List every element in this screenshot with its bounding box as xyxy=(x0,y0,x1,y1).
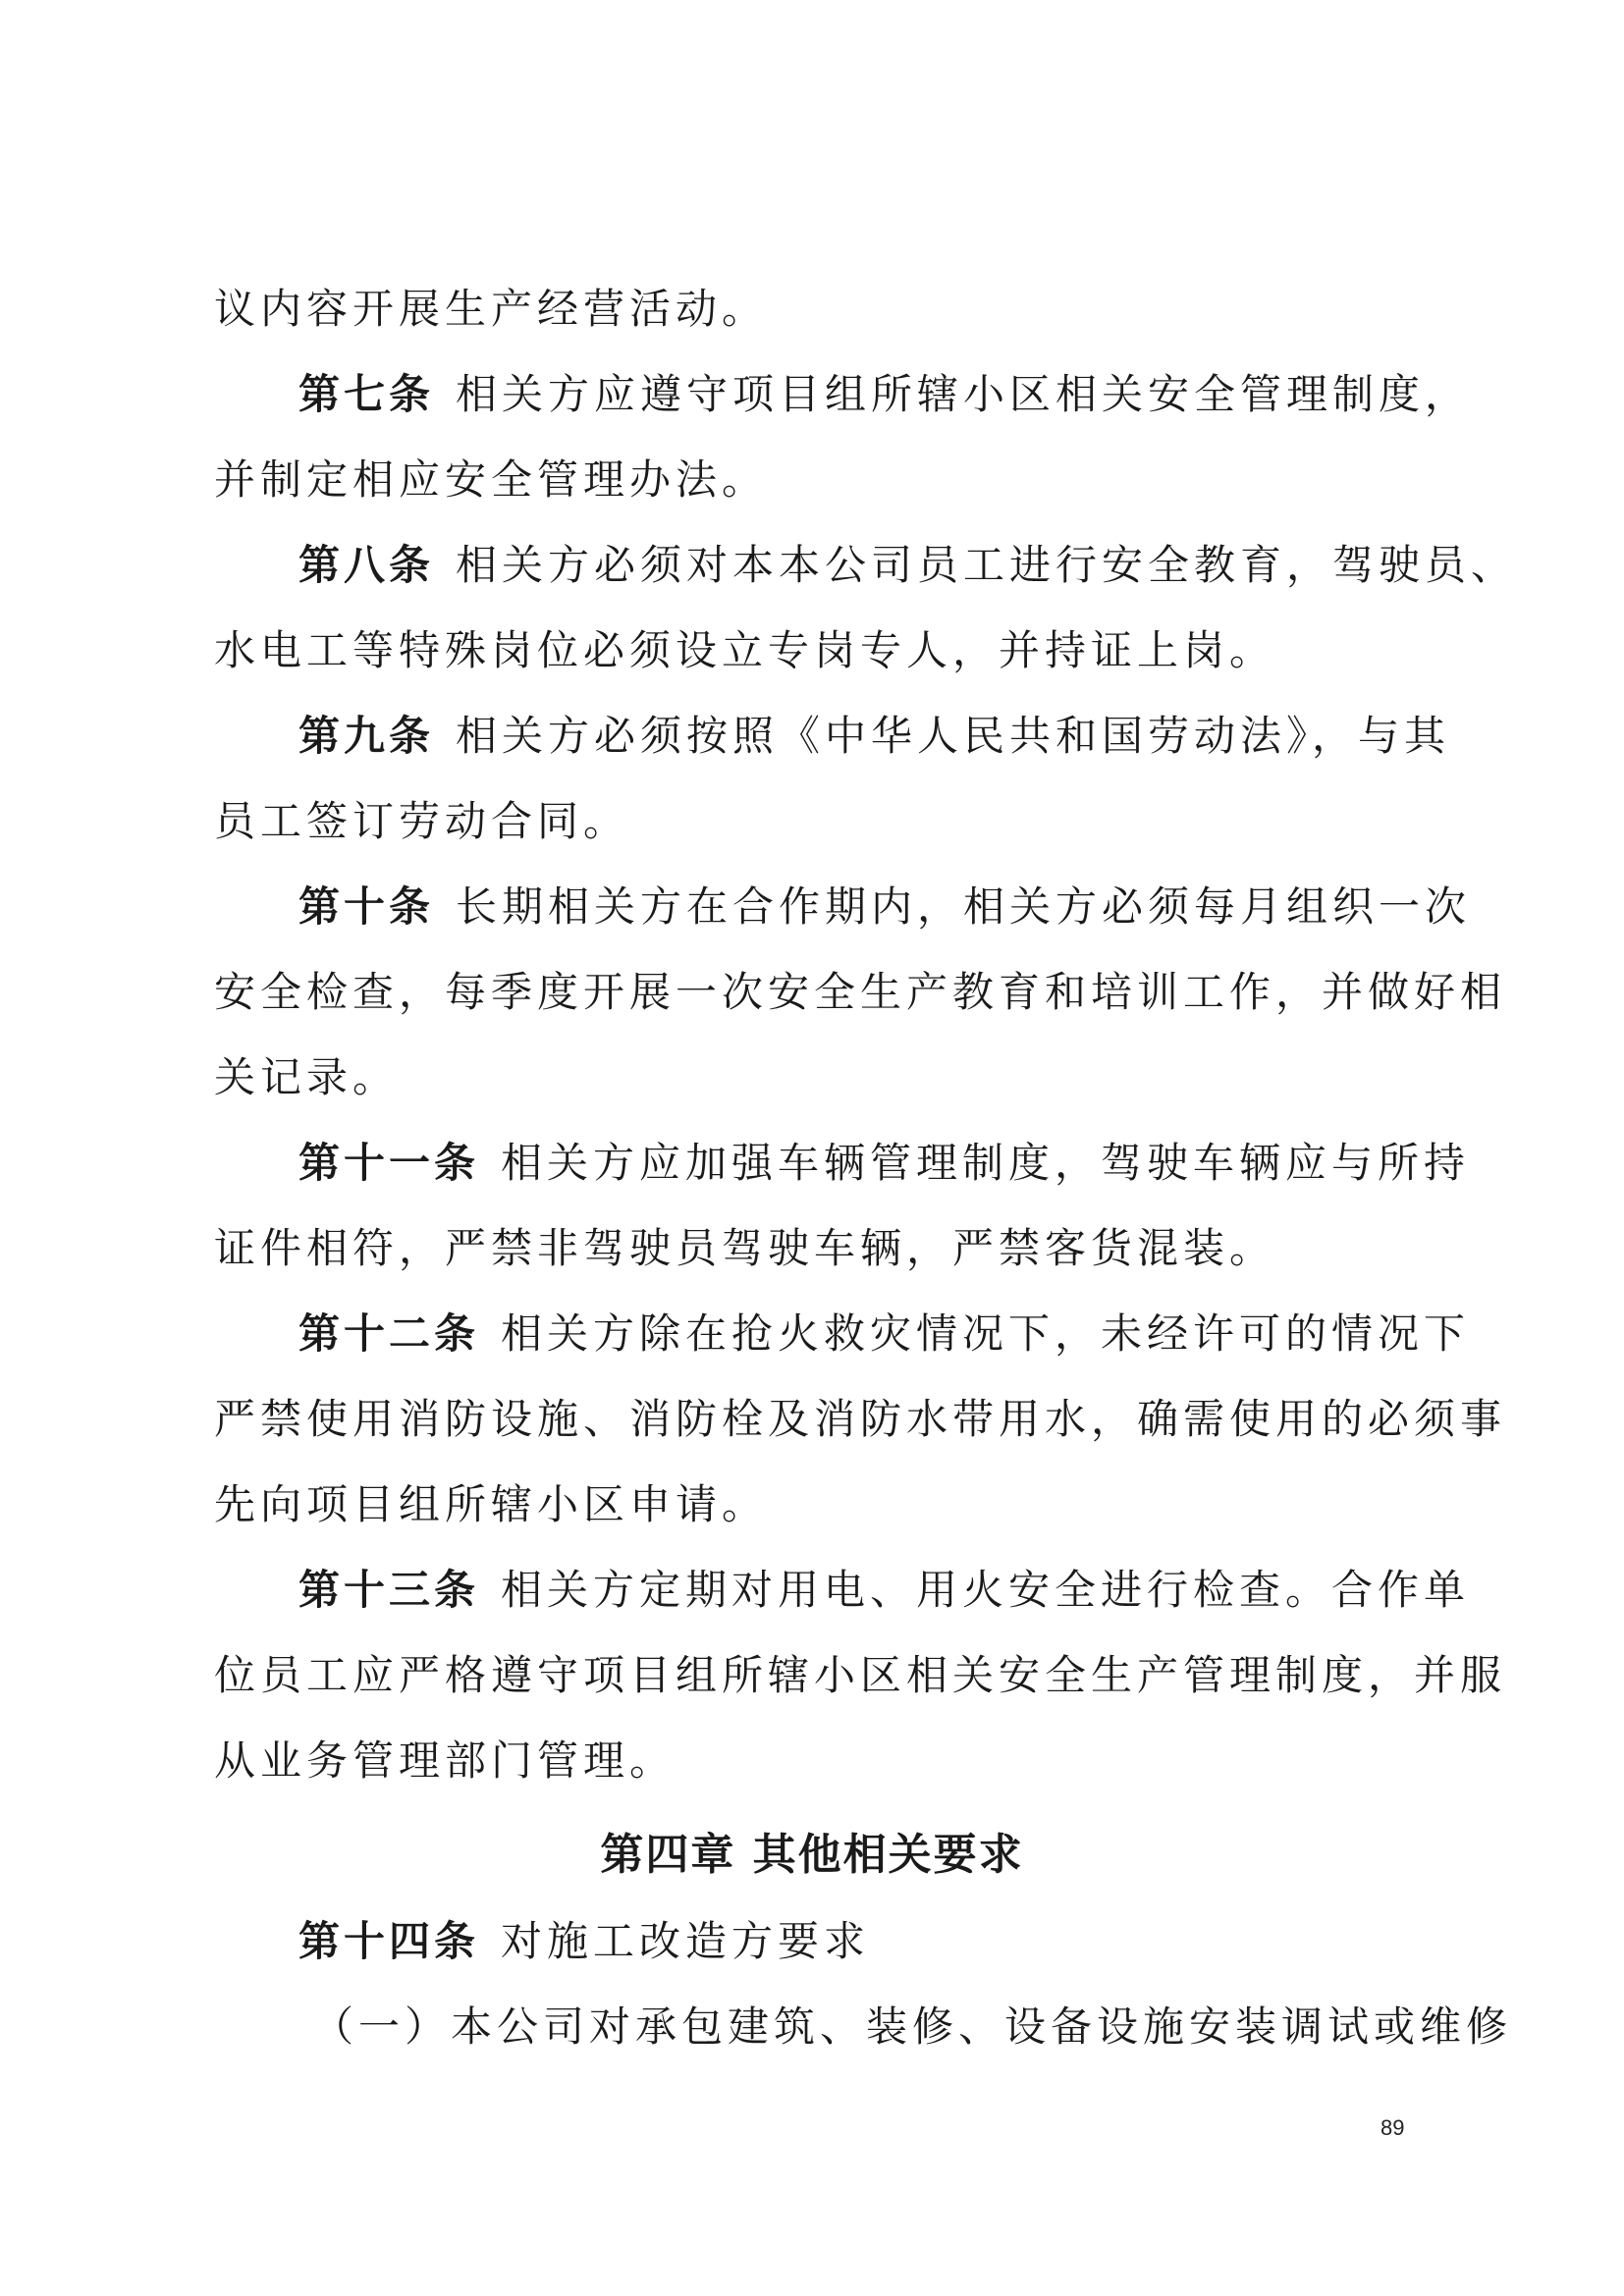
article-12 xyxy=(298,1305,1470,1363)
article-14 xyxy=(298,1912,870,1971)
article-13 xyxy=(298,1561,1470,1620)
body-text-line: 位员工应严格遵守项目组所辖小区相关安全生产管理制度，并服 xyxy=(214,1651,1507,1699)
body-text-line: 安全检查，每季度开展一次安全生产教育和培训工作，并做好相 xyxy=(214,968,1507,1016)
article-11 xyxy=(298,1134,1470,1193)
article-label: 第七条 xyxy=(298,370,435,418)
article-label: 第十二条 xyxy=(298,1309,480,1358)
body-text-line: 证件相符，严禁非驾驶员驾驶车辆，严禁客货混装。 xyxy=(214,1224,1276,1272)
article-text: 长期相关方在合作期内，相关方必须每月组织一次 xyxy=(456,882,1472,931)
article-text: 相关方必须对本本公司员工进行安全教育，驾驶员、 xyxy=(456,541,1518,589)
article-9 xyxy=(298,707,1450,766)
article-label: 第九条 xyxy=(298,712,435,760)
article-label: 第十条 xyxy=(298,882,435,931)
article-label: 第八条 xyxy=(298,541,435,589)
article-label: 第十三条 xyxy=(298,1566,480,1614)
article-text: 相关方除在抢火救灾情况下，未经许可的情况下 xyxy=(501,1309,1471,1358)
article-text: 相关方应加强车辆管理制度，驾驶车辆应与所持 xyxy=(501,1139,1471,1187)
body-text-line: 关记录。 xyxy=(214,1053,400,1101)
article-text: 相关方必须按照《中华人民共和国劳动法》，与其 xyxy=(456,712,1451,760)
body-text-line: 水电工等特殊岗位必须设立专岗专人，并持证上岗。 xyxy=(214,626,1276,674)
article-text: 对施工改造方要求 xyxy=(501,1917,871,1965)
body-text-line: 并制定相应安全管理办法。 xyxy=(214,455,769,504)
article-8 xyxy=(298,536,1517,595)
body-text-line: 先向项目组所辖小区申请。 xyxy=(214,1480,769,1528)
body-text-line: 严禁使用消防设施、消防栓及消防水带用水，确需使用的必须事 xyxy=(214,1395,1507,1443)
article-10 xyxy=(298,878,1471,936)
article-text: 相关方应遵守项目组所辖小区相关安全管理制度， xyxy=(456,370,1472,418)
body-text-line: 议内容开展生产经营活动。 xyxy=(214,285,769,333)
body-text-line: （一）本公司对承包建筑、装修、设备设施安装调试或维修 xyxy=(312,2002,1513,2051)
body-text-line: 从业务管理部门管理。 xyxy=(214,1736,677,1785)
article-7 xyxy=(298,365,1471,424)
page-number: 89 xyxy=(1380,2115,1405,2140)
chapter-heading: 第四章 其他相关要求 xyxy=(600,1830,1024,1880)
article-text: 相关方定期对用电、用火安全进行检查。合作单 xyxy=(501,1566,1471,1614)
article-label: 第十一条 xyxy=(298,1139,480,1187)
body-text-line: 员工签订劳动合同。 xyxy=(214,797,630,845)
article-label: 第十四条 xyxy=(298,1917,480,1965)
